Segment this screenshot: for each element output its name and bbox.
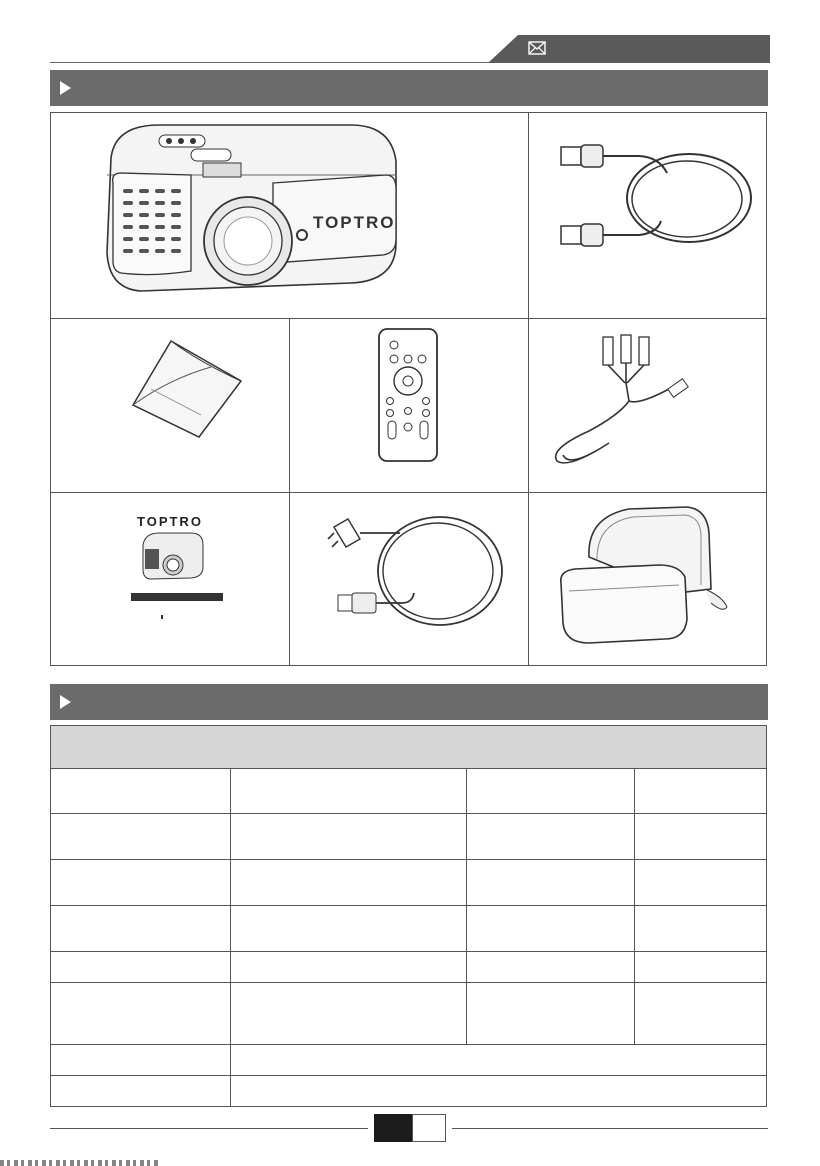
spec-table	[50, 725, 767, 1107]
item-av-cable	[529, 319, 766, 492]
manual-image	[51, 493, 289, 665]
remote-image	[290, 319, 528, 492]
header-tab	[488, 35, 770, 63]
table-row	[51, 860, 766, 906]
cloth-image	[51, 319, 289, 492]
bag-image	[529, 493, 766, 665]
footer-rule-left	[50, 1128, 368, 1129]
item-remote-control	[290, 319, 528, 492]
spec-cell	[51, 860, 231, 905]
spec-cell	[635, 769, 766, 813]
av-cable-image	[529, 319, 766, 492]
spec-cell	[231, 1076, 766, 1106]
spec-cell	[635, 906, 766, 951]
manual-brand-label: TOPTRO	[137, 514, 203, 529]
table-row	[51, 1076, 766, 1106]
projector-image	[51, 113, 528, 318]
spec-cell	[467, 952, 635, 982]
table-row	[51, 952, 766, 983]
spec-section-bar	[50, 684, 768, 720]
page-box-light	[412, 1114, 446, 1142]
spec-cell	[635, 814, 766, 859]
spec-cell	[231, 952, 467, 982]
spec-cell	[231, 1045, 766, 1075]
spec-cell	[635, 860, 766, 905]
power-cord-image	[290, 493, 528, 665]
spec-cell	[51, 983, 231, 1044]
spec-cell	[231, 814, 467, 859]
spec-cell	[635, 952, 766, 982]
hdmi-cable-image	[529, 113, 766, 318]
table-row	[51, 814, 766, 860]
spec-cell	[51, 906, 231, 951]
spec-cell	[467, 814, 635, 859]
item-cleaning-cloth	[51, 319, 289, 492]
item-power-cord	[290, 493, 528, 665]
spec-cell	[231, 983, 467, 1044]
table-row	[51, 769, 766, 814]
spec-cell	[467, 860, 635, 905]
spec-cell	[51, 1045, 231, 1075]
item-hdmi-cable	[529, 113, 766, 318]
spec-cell	[51, 952, 231, 982]
table-row	[51, 983, 766, 1045]
spec-cell	[51, 814, 231, 859]
footer-rule-right	[452, 1128, 768, 1129]
spec-cell	[51, 1076, 231, 1106]
spec-cell	[231, 906, 467, 951]
projector-brand-label: TOPTRO	[313, 213, 396, 232]
play-triangle-icon	[60, 81, 71, 95]
package-contents-grid	[50, 112, 767, 666]
item-carry-bag	[529, 493, 766, 665]
spec-cell	[231, 860, 467, 905]
item-user-manual	[51, 493, 289, 665]
spec-cell	[467, 983, 635, 1044]
bottom-print-strip	[0, 1160, 160, 1166]
spec-cell	[467, 906, 635, 951]
page-number-box	[374, 1114, 412, 1142]
mail-icon	[528, 41, 546, 55]
spec-cell	[51, 769, 231, 813]
item-projector	[51, 113, 528, 318]
spec-cell	[231, 769, 467, 813]
spec-cell	[635, 983, 766, 1044]
package-section-bar	[50, 70, 768, 106]
spec-cell	[467, 769, 635, 813]
table-row	[51, 906, 766, 952]
table-row	[51, 1045, 766, 1076]
spec-table-header	[51, 726, 766, 769]
play-triangle-icon	[60, 695, 71, 709]
